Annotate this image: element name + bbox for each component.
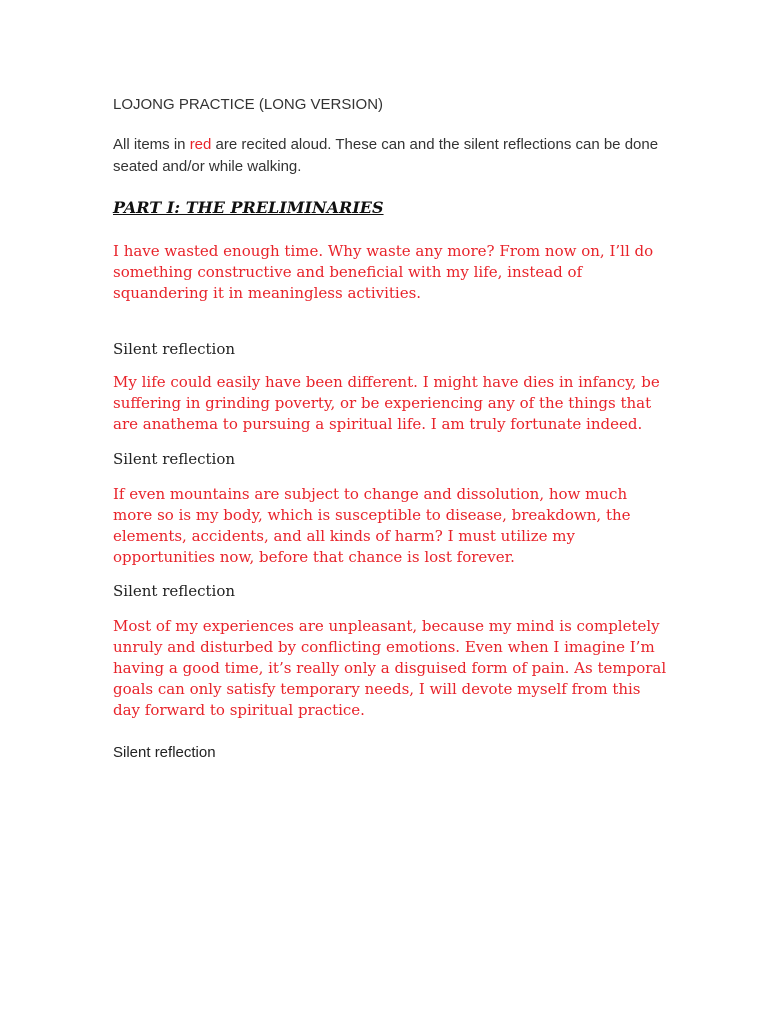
intro-text-after: are recited aloud. These can and the silent reflections can be done seated and/or while walking.: [113, 136, 659, 175]
silent-reflection-label: Silent reflection: [113, 340, 236, 358]
intro-red-word: red: [189, 136, 212, 153]
recitation-paragraph: My life could easily have been different. I might have dies in infancy, be suffering in grinding poverty, or be experiencing any of the things that are anathema to pursuing a spiritual life. I am truly fortunate indeed.: [113, 373, 660, 433]
intro-text-before: All items in: [113, 136, 190, 153]
silent-reflection-label: Silent reflection: [113, 450, 236, 468]
recitation-paragraph: I have wasted enough time. Why waste any more? From now on, I’ll do something constructive and beneficial with my life, instead of squandering it in meaningless activities.: [113, 242, 654, 302]
document-title: LOJONG PRACTICE (LONG VERSION): [113, 96, 384, 113]
recitation-paragraph: Most of my experiences are unpleasant, because my mind is completely unruly and disturbed by conflicting emotions. Even when I imagine I’m having a good time, it’s really only a disguised form of pain. As temporal goals can only satisfy temporary needs, I will devote myself from this day forward to spiritual practice.: [113, 617, 667, 719]
recitation-paragraph: If even mountains are subject to change and dissolution, how much more so is my body, which is susceptible to disease, breakdown, the elements, accidents, and all kinds of harm? I must utilize my opportunities now, before that chance is lost forever.: [113, 485, 631, 566]
intro-paragraph: [113, 134, 668, 178]
silent-reflection-label: Silent reflection: [113, 582, 236, 600]
part-heading: PART I: THE PRELIMINARIES: [113, 198, 384, 217]
silent-reflection-label: Silent reflection: [113, 744, 216, 761]
